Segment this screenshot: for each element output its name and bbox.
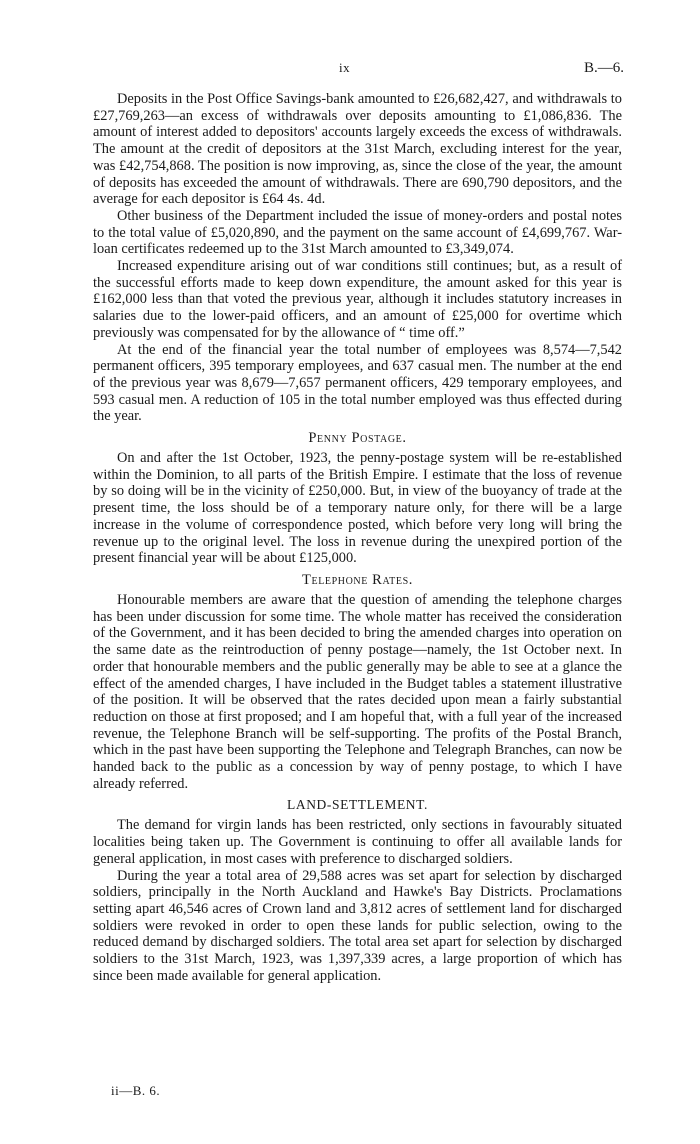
heading-land-settlement: LAND-SETTLEMENT. xyxy=(287,797,428,813)
document-reference: B.—6. xyxy=(583,60,624,76)
paragraph-land-demand: The demand for virgin lands has been restricted, only sections in favourably situated localities being taken up. The Government is continuing to offer all available lands for general application, in most cases with preference to discharged soldiers. xyxy=(93,817,622,867)
heading-penny-postage: Penny Postage. xyxy=(308,430,407,447)
paragraph-penny-postage: On and after the 1st October, 1923, the penny-postage system will be re-established within the Dominion, to all parts of the British Empire. I estimate that the loss of revenue by so doing will be in the vicinity of £250,000. But, in view of the buoyancy of trade at the present time, the loss should be of a temporary nature only, for there will be a large increase in the volume of correspondence posted, which before very long will bring the revenue up to the original level. The loss in revenue during the unexpired portion of the present financial year will be about £125,000. xyxy=(93,450,622,567)
paragraph-telephone-rates: Honourable members are aware that the question of amending the telephone charges has been under discussion for some time. The whole matter has received the consideration of the Government, and it has been decided to bring the amended charges into operation on the same date as the reintroduction of penny postage—namely, the 1st October next. In order that honourable members and the public generally may be able to see at a glance the effect of the amended charges, I have included in the Budget tables a statement illustrative of the position. It will be observed that the rates decided upon mean a fairly substantial reduction on those at first proposed; and I am hopeful that, with a full year of the increased revenue, the Telephone Branch will be self-supporting. The profits of the Postal Branch, which in the past have been supporting the Telephone and Telegraph Branches, can now be handed back to the public as a concession by way of penny postage, to which I have already referred. xyxy=(93,591,622,792)
page-number: ix xyxy=(339,60,351,75)
heading-telephone-rates: Telephone Rates. xyxy=(302,571,413,588)
penny-postage-section xyxy=(93,430,622,567)
page-signature: ii—B. 6. xyxy=(111,1083,161,1098)
savings-bank-section xyxy=(93,91,622,425)
paragraph-savings-bank: Deposits in the Post Office Savings-bank amounted to £26,682,427, and withdrawals to £27,769,263—an excess of withdrawals over deposits amounting to £1,086,836. The amount of interest added to depositors' accounts largely exceeds the excess of withdrawals. The amount at the credit of depositors at the 31st March, excluding interest for the year, was £42,754,868. The position is now improving, as, since the close of the year, the amount of deposits has exceeded the amount of withdrawals. There are 690,790 depositors, and the average for each depositor is £64 4s. 4d. xyxy=(93,91,622,208)
paragraph-expenditure: Increased expenditure arising out of war conditions still continues; but, as a result of the successful efforts made to keep down expenditure, the amount asked for this year is £162,000 less than that voted the previous year, although it includes statutory increases in salaries due to the lower-paid officers, and an amount of £25,000 for overtime which previously was compensated for by the allowance of “ time off.” xyxy=(93,258,622,341)
page-body xyxy=(93,91,622,984)
land-settlement-section xyxy=(93,797,622,984)
paragraph-money-orders: Other business of the Department included the issue of money-orders and postal notes to the total value of £5,020,890, and the payment on the same account of £4,699,767. War-loan certificates redeemed up to the 31st March amounted to £3,349,074. xyxy=(93,207,622,258)
paragraph-land-area: During the year a total area of 29,588 acres was set apart for selection by discharged soldiers, principally in the North Auckland and Hawke's Bay Districts. Proclamations setting apart 46,546 acres of Crown land and 3,812 acres of settlement land for discharged soldiers were revoked in order to open these lands for public selection, owing to the reduced demand by discharged soldiers. The total area set apart for selection by discharged soldiers to the 31st March, 1923, was 1,397,339 acres, a large proportion of which has since been made available for general application. xyxy=(93,867,622,984)
paragraph-employees: At the end of the financial year the total number of employees was 8,574—7,542 permanent officers, 395 temporary employees, and 637 casual men. The number at the end of the previous year was 8,679—7,657 permanent officers, 429 temporary employees, and 593 casual men. A reduction of 105 in the total number employed was thus effected during the year. xyxy=(93,341,622,425)
telephone-rates-section xyxy=(93,572,622,792)
